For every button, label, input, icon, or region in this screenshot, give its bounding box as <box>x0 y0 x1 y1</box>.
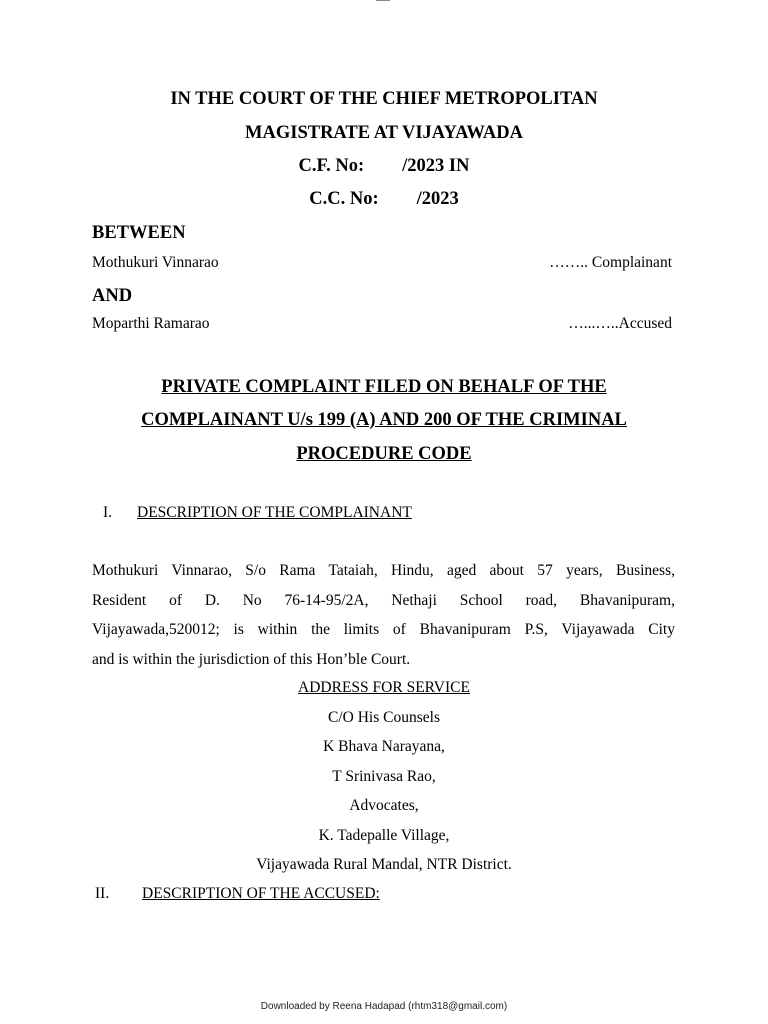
court-heading-line2: MAGISTRATE AT VIJAYAWADA <box>245 123 523 143</box>
complainant-description-line: Mothukuri Vinnarao, S/o Rama Tataiah, Hindu, aged about 57 years, Business, <box>92 562 675 579</box>
complaint-title-line1: PRIVATE COMPLAINT FILED ON BEHALF OF THE <box>161 377 607 397</box>
cc-number-line <box>0 188 768 210</box>
cc-value: /2023 <box>416 189 459 209</box>
address-line: C/O His Counsels <box>328 708 440 726</box>
complainant-description-line: and is within the jurisdiction of this Hon’ble Court. <box>92 650 411 668</box>
complaint-title-line2: COMPLAINANT U/s 199 (A) AND 200 OF THE CRIMINAL <box>141 410 627 430</box>
section-2-number: II. <box>95 885 110 902</box>
section-1-heading <box>103 503 603 523</box>
cf-value: /2023 IN <box>402 156 470 176</box>
cc-label: C.C. No: <box>309 189 379 209</box>
address-for-service <box>0 673 768 880</box>
complainant-description-line: Resident of D. No 76-14-95/2A, Nethaji School road, Bhavanipuram, <box>92 591 675 609</box>
address-line: K. Tadepalle Village, <box>318 826 450 844</box>
top-edge-mark <box>376 0 390 1</box>
between-label: BETWEEN <box>92 223 186 243</box>
court-heading-line1: IN THE COURT OF THE CHIEF METROPOLITAN <box>170 89 598 109</box>
download-footer: Downloaded by Reena Hadapad (rhtm318@gmail.com) <box>260 1001 508 1012</box>
complainant-description <box>92 556 675 674</box>
cf-number-line <box>0 155 768 177</box>
address-heading: ADDRESS FOR SERVICE <box>298 679 470 696</box>
section-1-number: I. <box>103 504 113 521</box>
accused-row <box>92 314 672 334</box>
address-line: K Bhava Narayana, <box>323 738 445 755</box>
section-2-heading <box>95 884 595 904</box>
section-2-title: DESCRIPTION OF THE ACCUSED: <box>142 885 380 902</box>
complainant-row <box>92 253 672 273</box>
address-line: T Srinivasa Rao, <box>332 767 436 785</box>
address-line: Advocates, <box>349 797 419 814</box>
complainant-name: Mothukuri Vinnarao <box>92 254 219 271</box>
complainant-description-line: Vijayawada,520012; is within the limits of Bhavanipuram P.S, Vijayawada City <box>92 621 675 638</box>
complaint-title-line3: PROCEDURE CODE <box>296 444 472 464</box>
accused-name: Moparthi Ramarao <box>92 315 210 332</box>
and-label: AND <box>92 286 133 306</box>
section-1-title: DESCRIPTION OF THE COMPLAINANT <box>137 504 412 521</box>
address-line: Vijayawada Rural Mandal, NTR District. <box>256 856 512 873</box>
complainant-role: …….. Complainant <box>549 254 672 271</box>
cf-label: C.F. No: <box>298 156 365 176</box>
accused-role: …...…..Accused <box>568 315 672 332</box>
